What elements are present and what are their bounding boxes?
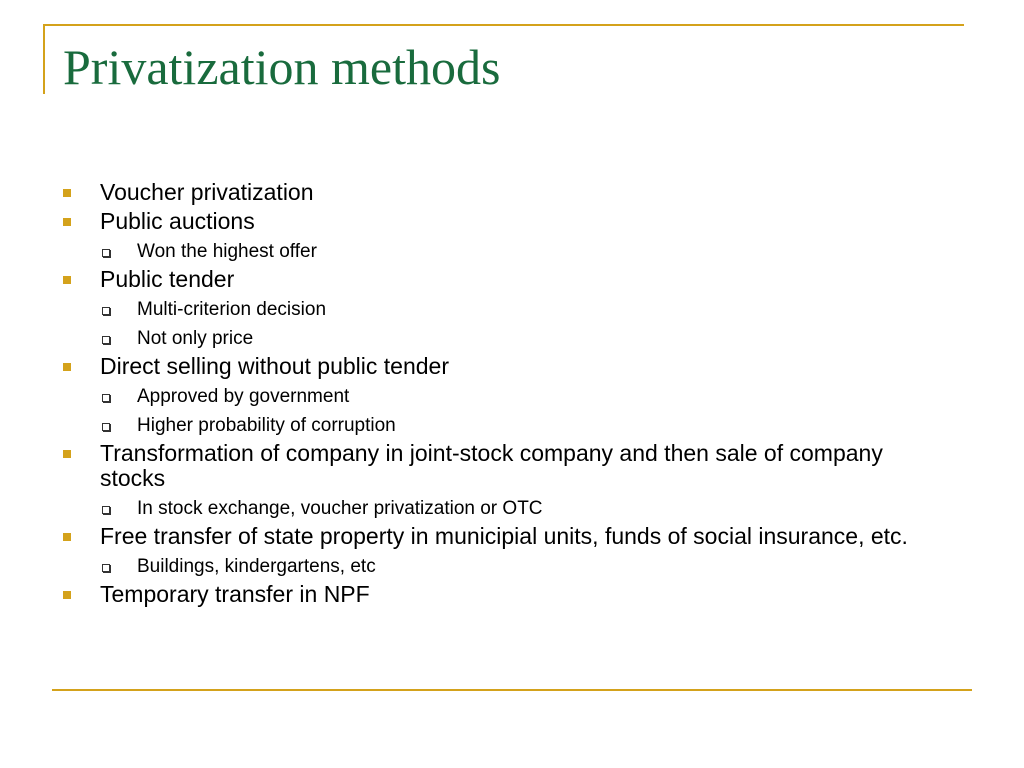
bullet-item [62, 209, 942, 234]
hollow-square-bullet-icon [102, 307, 110, 315]
bullet-list [62, 180, 942, 607]
sub-bullet-text: In stock exchange, voucher privatization or OTC [137, 498, 543, 519]
left-rule [43, 24, 45, 94]
bullet-text: Public auctions [100, 208, 255, 234]
hollow-square-bullet-icon [102, 564, 110, 572]
bullet-text: Free transfer of state property in municipial units, funds of social insurance, etc. [100, 523, 908, 549]
top-rule [43, 24, 964, 26]
bullet-text: Public tender [100, 266, 235, 292]
square-bullet-icon [63, 363, 71, 371]
sub-bullet-item [62, 240, 942, 263]
hollow-square-bullet-icon [102, 506, 110, 514]
sub-bullet-item [62, 385, 942, 408]
bullet-item [62, 354, 942, 379]
bullet-text: Voucher privatization [100, 179, 314, 205]
square-bullet-icon [63, 189, 71, 197]
hollow-square-bullet-icon [102, 394, 110, 402]
sub-bullet-text: Approved by government [137, 386, 350, 407]
bullet-text: Temporary transfer in NPF [100, 581, 370, 607]
sub-bullet-item [62, 555, 942, 578]
slide-title: Privatization methods [63, 39, 501, 95]
square-bullet-icon [63, 218, 71, 226]
bullet-item [62, 180, 942, 205]
sub-bullet-item [62, 327, 942, 350]
hollow-square-bullet-icon [102, 249, 110, 257]
hollow-square-bullet-icon [102, 336, 110, 344]
sub-bullet-item [62, 414, 942, 437]
sub-bullet-item [62, 497, 942, 520]
square-bullet-icon [63, 533, 71, 541]
square-bullet-icon [63, 450, 71, 458]
sub-bullet-text: Won the highest offer [137, 241, 317, 262]
bullet-item [62, 524, 942, 549]
bullet-text: Direct selling without public tender [100, 353, 450, 379]
bullet-item [62, 582, 942, 607]
bullet-text: Transformation of company in joint-stock company and then sale of company stocks [100, 440, 883, 491]
sub-bullet-text: Multi-criterion decision [137, 299, 327, 320]
hollow-square-bullet-icon [102, 423, 110, 431]
square-bullet-icon [63, 591, 71, 599]
sub-bullet-text: Not only price [137, 328, 254, 349]
sub-bullet-item [62, 298, 942, 321]
sub-bullet-text: Higher probability of corruption [137, 415, 396, 436]
bullet-item [62, 441, 942, 491]
bullet-item [62, 267, 942, 292]
sub-bullet-text: Buildings, kindergartens, etc [137, 556, 376, 577]
bottom-rule [52, 689, 972, 691]
square-bullet-icon [63, 276, 71, 284]
